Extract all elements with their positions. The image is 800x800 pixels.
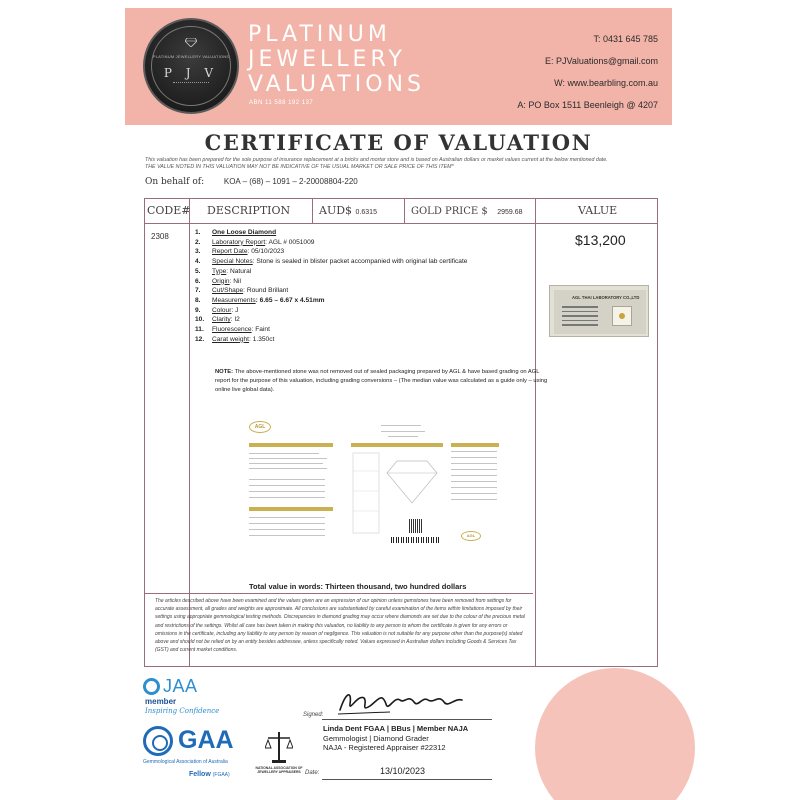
signer-name: Linda Dent FGAA | BBus | Member NAJA [323,724,469,733]
contact-email: E: PJValuations@gmail.com [544,56,658,66]
lab-report-image [243,421,505,571]
aud-label: AUD$ [319,204,353,217]
jaa-member-label: member [145,697,177,706]
header-description: DESCRIPTION [207,204,291,217]
contact-phone: T: 0431 645 785 [593,34,658,44]
logo-initials: P J V [163,66,219,80]
list-item: 1. One Loose Diamond [195,229,277,236]
valuation-table [144,198,658,667]
signature-line [322,719,492,720]
gaa-subtitle: Gemmological Association of Australia [143,759,228,765]
on-behalf-of [145,177,358,187]
pjv-logo [143,18,239,114]
date-line [322,779,492,780]
agl-logo-icon: AGL [249,421,271,433]
list-item: 11. Fluorescence : Faint [195,326,270,334]
diamond-icon [185,38,197,47]
list-item: 5. Type : Natural [195,267,252,275]
scales-of-justice-icon [265,730,293,764]
header-value: VALUE [578,204,618,217]
gold-label: GOLD PRICE $ [411,206,488,217]
contact-address: A: PO Box 1511 Beenleigh @ 4207 [517,100,658,110]
date-label: Date: [305,770,320,776]
barcode-icon [391,537,439,543]
list-item: 6. Origin : Nil [195,277,241,285]
agl-seal-icon: AGL [461,531,481,541]
certificate-title: CERTIFICATE OF VALUATION [204,130,593,155]
gold-value: 2959.68 [497,209,523,216]
signer-details [323,724,468,753]
header-aud [319,199,377,223]
letterhead [125,8,672,125]
list-item: 8. Measurements : 6.65 – 6.67 x 4.51mm [195,296,325,304]
logo-small-text: PLATINUM JEWELLERY VALUATIONS [152,54,230,59]
naja-logo [254,728,304,788]
brand-line-1: PLATINUM [248,22,391,47]
contact-website: W: www.bearbling.com.au [554,78,658,88]
gaa-seal-icon [143,726,173,756]
sealed-packet-image [549,285,649,337]
decorative-circle [535,668,695,800]
item-description-list [195,228,467,344]
brand-line-2: JEWELLERY [248,47,406,72]
valuation-amount: $13,200 [575,232,626,248]
list-item: 2. Laboratory Report : AGL # 0051009 [195,238,315,246]
packet-title: AGL THAI LABORATORY CO.,LTD [572,295,640,300]
intro-line-2: THE VALUE NOTED IN THIS VALUATION MAY NOT BE INDICATIVE OF THE USUAL MARKET OR SALE PRICE OF THIS ITEM* [145,164,454,170]
brand-name [248,22,425,97]
diamond-plot-icon [351,451,443,539]
jaa-ring-icon [143,678,160,695]
jaa-member-logo [143,678,223,718]
note-label: NOTE: [215,369,234,375]
total-value-in-words: Total value in words: Thirteen thousand, two hundred dollars [249,582,467,591]
list-item: 3. Report Date : 05/10/2023 [195,248,285,256]
gaa-fellow: Fellow (FGAA) [189,771,230,778]
list-item: 10. Clarity : I2 [195,316,240,324]
signer-registration: NAJA - Registered Appraiser #22312 [323,743,446,752]
note-text: The above-mentioned stone was not removed out of sealed packaging prepared by AGL & have based grading on AGL report for the purpose of this valuation, including grading conversions – (The median value was calculated as a guide only – using online live global data). [215,369,548,393]
date-value: 13/10/2023 [380,766,426,776]
behalf-label: On behalf of: [145,177,205,187]
intro-line-1: This valuation has been prepared for the sole purpose of insurance replacement at a bricks and mortar store and is based on Australian dollars or market values current at the below mentioned date. [145,157,608,163]
disclaimer-text: The articles described above have been examined and the values given are an expression of our opinion unless gemstones have been removed from settings for accurate assessment, all grades and weights are approximate. All conclusions are substantiated by careful examination of the items within limitations imposed by their settings using appropriate gemmological testing methods. Discrepancies in diamond grading may occur where diamonds are set due to the colour of the precious metal and restrictions of the settings. Whilst all care has been taken in making this valuation, no liability to any person to whom the certificate is given for any errors or omissions in the certificate, including any liability to any person by reason of negligence. This valuation is not suitable for any purpose other than the purpose(s) stated above and should not be relied on by an entity besides addressee, unless specifically noted. Values expressed in Australian dollars including Goods & Services Tax (GST) and current market conditions. [155,598,525,654]
grading-note [215,368,555,394]
header-gold-price [411,199,523,223]
abn-number: ABN 11 588 192 137 [249,100,314,106]
qr-code-icon [409,519,423,533]
gaa-text: GAA [178,726,234,754]
brand-line-3: VALUATIONS [248,72,425,97]
intro-text [145,157,660,171]
jaa-tagline: Inspiring Confidence [145,707,220,715]
signed-label: Signed: [303,712,324,718]
signature-image [330,684,470,719]
signer-role: Gemmologist | Diamond Grader [323,733,429,743]
diamond-stone-icon [612,306,632,326]
jaa-text: JAA [163,676,198,696]
naja-text: NATIONAL ASSOCIATION OF JEWELLERY APPRAISERS [255,766,303,774]
item-code: 2308 [151,232,169,241]
list-item: 12. Carat weight : 1.350ct [195,335,275,343]
list-item: 7. Cut/Shape : Round Brillant [195,287,289,295]
aud-value: 0.6315 [355,209,377,216]
behalf-value: KOA – (68) – 1091 – 2-20008804-220 [223,177,358,186]
contact-details [517,34,658,122]
list-item: 9. Colour : J [195,306,239,314]
list-item: 4. Special Notes : Stone is sealed in blister packet accompanied with original lab certificate [195,258,468,266]
gaa-logo [143,726,253,786]
header-code: CODE# [147,204,191,217]
